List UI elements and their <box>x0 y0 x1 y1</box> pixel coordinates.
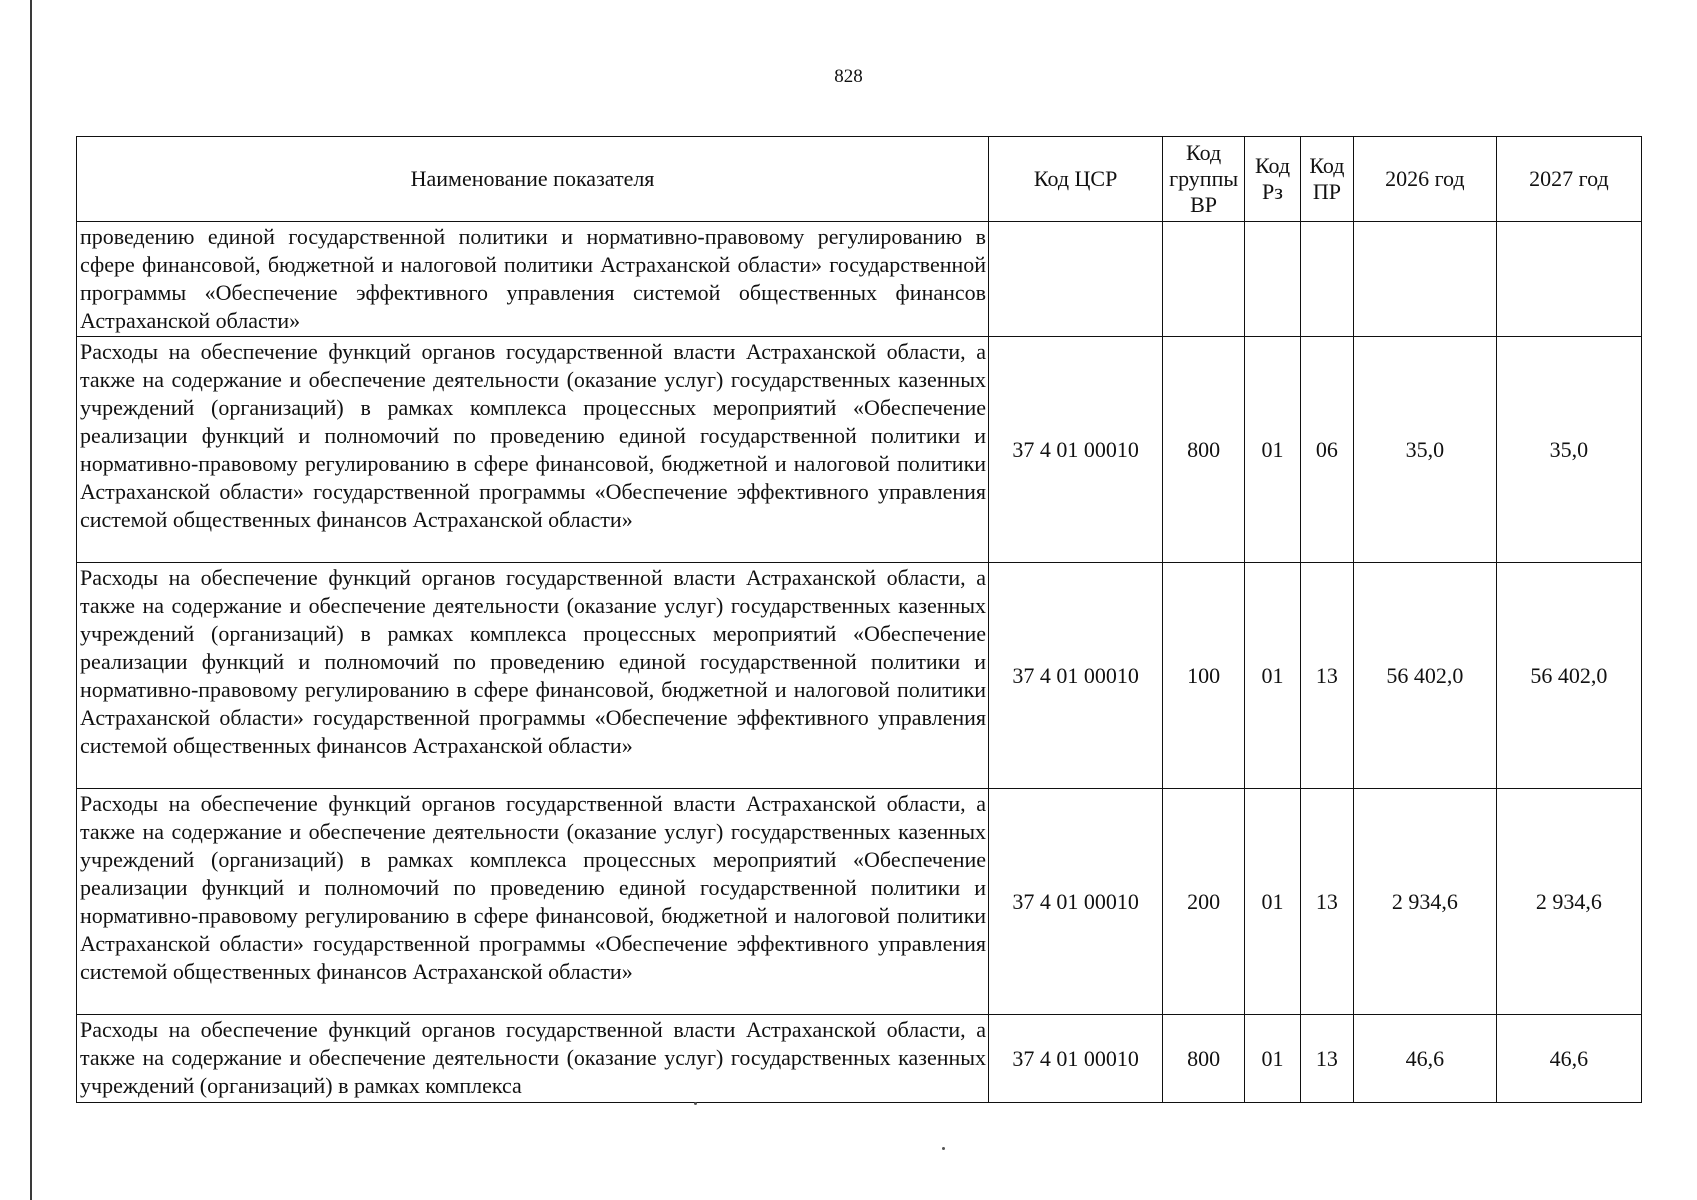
header-2027: 2027 год <box>1496 137 1641 222</box>
cell-vr: 200 <box>1163 789 1245 1015</box>
cell-2026: 35,0 <box>1353 337 1496 563</box>
table-row <box>77 222 1642 337</box>
cell-2026: 2 934,6 <box>1353 789 1496 1015</box>
header-pr: Код ПР <box>1300 137 1353 222</box>
cell-name: Расходы на обеспечение функций органов государственной власти Астраханской области, а также на содержание и обеспечение деятельности (оказание услуг) государственных казенных учреждений (организаций) в рамках комплекса процессных мероприятий «Обеспечение реализации функций и полномочий по проведению единой государственной политики и нормативно-правовому регулированию в сфере финансовой, бюджетной и налоговой политики Астраханской области» государственной программы «Обеспечение эффективного управления системой общественных финансов Астраханской области» <box>77 563 989 789</box>
cell-2026 <box>1353 222 1496 337</box>
cell-csr: 37 4 01 00010 <box>989 563 1163 789</box>
cell-2027: 2 934,6 <box>1496 789 1641 1015</box>
cell-pr: 06 <box>1300 337 1353 563</box>
cell-csr: 37 4 01 00010 <box>989 1015 1163 1103</box>
header-rz: Код Рз <box>1245 137 1301 222</box>
cell-pr: 13 <box>1300 563 1353 789</box>
table-row <box>77 563 1642 789</box>
table-row <box>77 337 1642 563</box>
cell-csr <box>989 222 1163 337</box>
cell-pr: 13 <box>1300 1015 1353 1103</box>
cell-pr: 13 <box>1300 789 1353 1015</box>
header-vr: Код группы ВР <box>1163 137 1245 222</box>
budget-table <box>76 136 1642 1103</box>
cell-name: Расходы на обеспечение функций органов государственной власти Астраханской области, а также на содержание и обеспечение деятельности (оказание услуг) государственных казенных учреждений (организаций) в рамках комплекса <box>77 1015 989 1103</box>
cell-2027: 46,6 <box>1496 1015 1641 1103</box>
table-header-row <box>77 137 1642 222</box>
cell-csr: 37 4 01 00010 <box>989 789 1163 1015</box>
cell-rz <box>1245 222 1301 337</box>
cell-2027: 56 402,0 <box>1496 563 1641 789</box>
header-name: Наименование показателя <box>77 137 989 222</box>
cell-2027: 35,0 <box>1496 337 1641 563</box>
cell-2026: 56 402,0 <box>1353 563 1496 789</box>
cell-rz: 01 <box>1245 563 1301 789</box>
cell-csr: 37 4 01 00010 <box>989 337 1163 563</box>
table-row <box>77 789 1642 1015</box>
cell-vr <box>1163 222 1245 337</box>
cell-2026: 46,6 <box>1353 1015 1496 1103</box>
cell-rz: 01 <box>1245 337 1301 563</box>
scan-speck <box>694 1102 697 1105</box>
cell-name: проведению единой государственной политики и нормативно-правовому регулированию в сфере финансовой, бюджетной и налоговой политики Астраханской области» государственной программы «Обеспечение эффективного управления системой общественных финансов Астраханской области» <box>77 222 989 337</box>
cell-name: Расходы на обеспечение функций органов государственной власти Астраханской области, а также на содержание и обеспечение деятельности (оказание услуг) государственных казенных учреждений (организаций) в рамках комплекса процессных мероприятий «Обеспечение реализации функций и полномочий по проведению единой государственной политики и нормативно-правовому регулированию в сфере финансовой, бюджетной и налоговой политики Астраханской области» государственной программы «Обеспечение эффективного управления системой общественных финансов Астраханской области» <box>77 789 989 1015</box>
cell-2027 <box>1496 222 1641 337</box>
page-number: 828 <box>834 66 863 87</box>
cell-vr: 100 <box>1163 563 1245 789</box>
header-csr: Код ЦСР <box>989 137 1163 222</box>
cell-rz: 01 <box>1245 789 1301 1015</box>
scan-speck <box>942 1147 945 1150</box>
binding-edge-line <box>30 0 32 1200</box>
table-row <box>77 1015 1642 1103</box>
header-2026: 2026 год <box>1353 137 1496 222</box>
cell-vr: 800 <box>1163 337 1245 563</box>
cell-rz: 01 <box>1245 1015 1301 1103</box>
cell-name: Расходы на обеспечение функций органов государственной власти Астраханской области, а также на содержание и обеспечение деятельности (оказание услуг) государственных казенных учреждений (организаций) в рамках комплекса процессных мероприятий «Обеспечение реализации функций и полномочий по проведению единой государственной политики и нормативно-правовому регулированию в сфере финансовой, бюджетной и налоговой политики Астраханской области» государственной программы «Обеспечение эффективного управления системой общественных финансов Астраханской области» <box>77 337 989 563</box>
cell-pr <box>1300 222 1353 337</box>
cell-vr: 800 <box>1163 1015 1245 1103</box>
